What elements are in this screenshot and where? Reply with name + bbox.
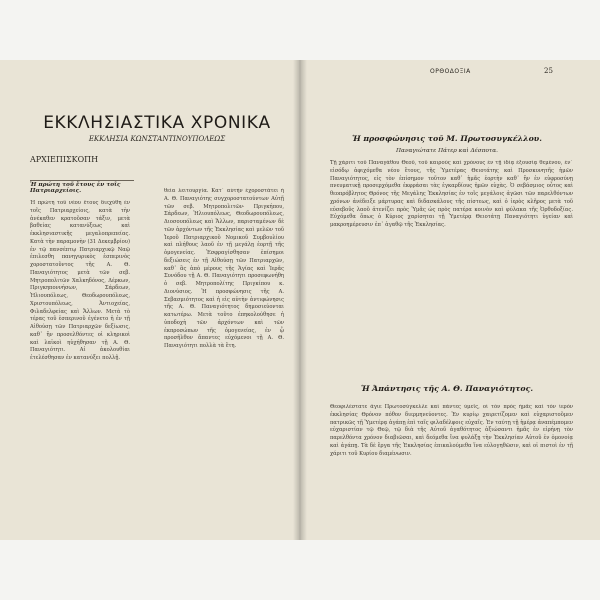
book-spread	[0, 60, 600, 540]
page-number: 25	[544, 67, 553, 75]
article2-title: Ἡ Ἀπάντησις τῆς Α. Θ. Παναγιότητος.	[360, 384, 534, 393]
item-title: Ἡ πρώτη τοῦ ἔτους ἐν τοῖς Πατριαρχείοις.	[30, 182, 121, 194]
right-page	[300, 60, 600, 540]
subtitle: ΕΚΚΛΗΣΙΑ ΚΩΝΣΤΑΝΤΙΝΟΥΠΟΛΕΩΣ	[88, 135, 226, 143]
text-column-right: θεία λειτουργία. Κατ᾿ αὐτὴν ἐχοροστάτει ἡ Α. Θ. Παναγιότης συγχοροστατούντων Αὐτῇ τῶν σεβ. Μητροπολιτῶν· Πριγκήπου, Σάρδεων, Ἠλιουπόλεως, Θεοδωρουπόλεως, Διοσουπόλεως καὶ Ἄλλων, παρισταμένων δὲ τῶν ἀρχόντων τῆς Ἐκκλησίας καὶ μελῶν τοῦ Ἱεροῦ Πατριαρχικοῦ Νομικοῦ Συμβουλίου καὶ πλήθους λαοῦ ἐν τῇ μεγάλῃ ἑορτῇ τῆς ὁμογενείας. Ἐσφραγίσθησαν ἐπίσημοι δεξιώσεις ἐν τῇ Αἰθούσῃ τῶν Πατριαρχῶν, καθ᾿ ἃς ἀπὸ μέρους τῆς Ἁγίας καὶ Ἱερᾶς Συνόδου τῇ Α. Θ. Παναγιότητι προσεφωνήθη ὁ σεβ. Μητροπολίτης Πριγκίπου κ. Διονύσιος. Ἡ προσφώνησις τῆς Α. Σεβασμιότητος καὶ ἡ εἰς αὐτὴν ἀντιφώνησις τῆς Α. Θ. Παναγιότητος δημοσιεύονται κατωτέρω. Μετὰ τοῦτο ἐπηκολούθησε ἡ ὑποδοχὴ τῶν ἀρχόντων καὶ τῶν ἐκπροσώπων τῆς ὁμογενείας, ἐν ᾧ προσῆλθον ἅπαντες εὐχόμενοι τῇ Α. Θ. Παναγιότητι πολλὰ τὰ ἔτη.	[164, 188, 284, 349]
article2-body: Θεοφιλέστατε ἅγιε Πρωτοσύγκελλε καὶ πάντες ὑμεῖς, οἱ τὸν πρὸς ἡμᾶς καὶ τὸν ἱερὸν ἐκκλησίας Θρόνον πόθον διερμηνεύοντες. Ἐν κυρίῳ χαιρετίζομεν καὶ εὐχαριστοῦμεν πατρικῶς τῇ Ὑμετέρᾳ ἀγάπῃ ἐπὶ ταῖς φιλαδέλφοις εὐχαῖς. Ἐν ταύτῃ τῇ ἡμέρᾳ ἀναπέμπομεν εὐχαριστίαν τῷ Θεῷ, τῷ διὰ τῆς Αὐτοῦ ἀγαθότητος ἀξιώσαντι ἡμᾶς ἐν εἰρήνῃ τὸν παρελθόντα χρόνον διαβιῶσαι, καὶ δεόμεθα ἵνα φυλάξῃ τὴν Ἐκκλησίαν Αὐτοῦ ἐν ὁμονοίᾳ καὶ ἀγάπῃ. Τὰ δὲ ἔργα τῆς Ἐκκλησίας ἐπικαλούμεθα ἵνα εὐλογηθῶσιν, καὶ οἱ πιστοὶ ἐν τῇ χάριτι τοῦ Κυρίου διαμένωσιν.	[330, 404, 573, 457]
article1-subtitle: Παναγιώτατε Πάτερ καὶ Δέσποτα.	[395, 148, 499, 154]
book-gutter	[293, 60, 307, 540]
left-page	[0, 60, 300, 540]
article1-title: Ἡ προσφώνησις τοῦ Μ. Πρωτοσυγκέλλου.	[352, 134, 542, 143]
section-heading: ΑΡΧΙΕΠΙΣΚΟΠΗ	[30, 155, 99, 164]
running-head: ΟΡΘΟΔΟΞΙΑ	[430, 68, 471, 75]
section-rule	[30, 180, 134, 181]
main-title: ΕΚΚΛΗΣΙΑΣΤΙΚΑ ΧΡΟΝΙΚΑ	[43, 113, 271, 133]
text-column-left: Ἡ πρώτη τοῦ νέου ἔτους διεχύθη ἐν τοῖς Πατριαρχείοις, κατὰ τὴν ἀνέκαθεν κρατοῦσαν τάξιν, μετὰ βαθείας κατανύξεως καὶ ἐκκλησιαστικῆς μεγαλοπρεπείας. Κατὰ τὴν παραμονὴν (31 Δεκεμβρίου) ἐν τῷ πανσέπτῳ Πατριαρχικῷ Ναῷ ἐπιλεσθη πανηγυρικὸς ἑσπερινὸς χοροστατοῦντος τῆς Α. Θ. Παναγιότητος μετὰ τῶν σεβ. Μητροπολιτῶν Χαλκηδόνος, Δέρκων, Πριγκηποννήσων, Σάρδεων, Ἠλιουπόλεως, Θεοδωρουπόλεως, Χριστουπόλεως, Ἀντιοχείας, Φιλαδελφείας καὶ Ἄλλων. Μετὰ τὸ τέρας τοῦ ἑσπερινοῦ ἐγένετο ἡ ἐν τῇ Αἰθούσῃ τῶν Πατριαρχῶν δεξίωσις, καθ᾿ ἣν προσελθόντες οἱ κληρικοὶ καὶ λαϊκοὶ ηὐχήθησαν τῇ Α. Θ. Παναγιότητι. Αἱ ἀκολουθίαι ἐτελέσθησαν ἐν κατανύξει πολλῇ.	[30, 200, 130, 361]
article1-body: Τῇ χάριτι τοῦ Παναγάθου Θεοῦ, τοῦ καιροὺς καὶ χρόνους ἐν τῇ ἰδίᾳ ἐξουσίᾳ θεμένου, ἐν᾿ εἰσόδῳ ἀφιχόμεθα νέου ἔτους, τῆς Ὑμετέρας Θειοτάτης καὶ Προσκυνητῆς ἡμῶν Παναγιότητος, εἰς τὸν ἐπίσημον τοῦτον καθ᾿ ἡμᾶς ἐορτὴν καθ᾿ ἣν ἐν εὐφροσύνῃ πνευματικῇ προσερχόμεθα ἐκφράσαι τὰς ἐγκαρδίους ἡμῶν εὐχὰς. Ὁ σεβάσμιος οὗτος καὶ θεοπρόβλητος Θρόνος τῆς Μεγάλης Ἐκκλησίας ἐν τοῖς μεγάλοις ἀγῶσι τῶν παρελθόντων χρόνων ἀνέδειξε μάρτυρας καὶ διδασκάλους τῆς πίστεως, καὶ ὁ ἱερὸς κλῆρος μετὰ τοῦ εὐσεβοῦς λαοῦ ἀτενίζει πρὸς Ὑμᾶς ὡς πρὸς πατέρα κοινὸν καὶ φύλακα τῆς Ὀρθοδοξίας. Εὐχόμεθα ὅπως ὁ Κύριος χαρίσηται τῇ Ὑμετέρᾳ Θειοτάτῃ Παναγιότητι ὑγείαν καὶ μακροημέρευσιν ἐπ᾿ ἀγαθῷ τῆς Ἐκκλησίας.	[330, 160, 573, 228]
